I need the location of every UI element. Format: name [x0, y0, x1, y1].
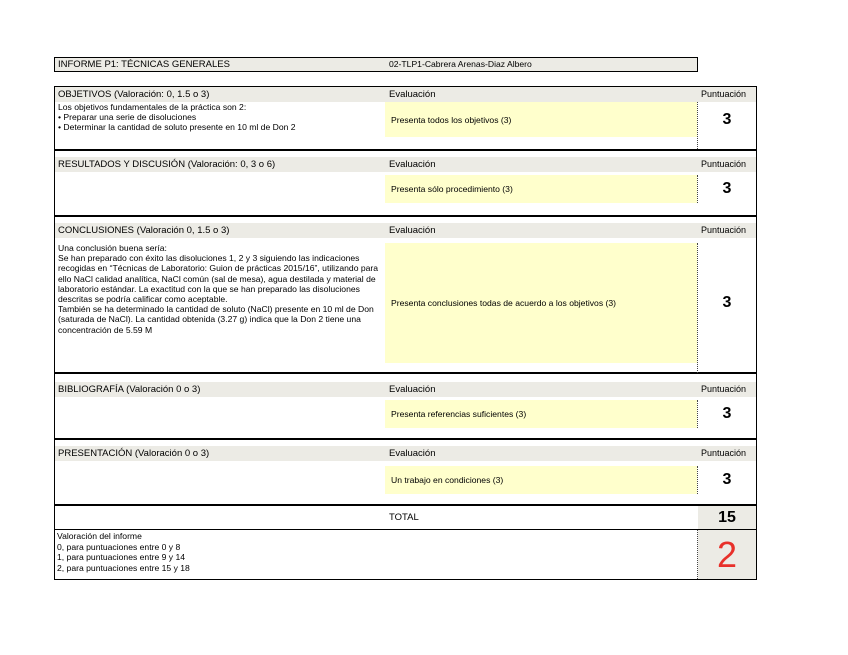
- group-name: 02-TLP1-Cabrera Arenas-Diaz Albero: [389, 59, 532, 69]
- section-header: [55, 157, 756, 172]
- evaluation-header: Evaluación: [389, 225, 436, 236]
- score-value: 3: [722, 294, 732, 311]
- total-value: 15: [698, 506, 756, 529]
- valoracion-value: 2: [698, 530, 756, 579]
- section-presentacion: [54, 439, 757, 505]
- section-body: Los objetivos fundamentales de la práctica son 2: • Preparar una serie de disoluciones • Determinar la cantidad de soluto presente en 10 ml de Don 2: [58, 102, 296, 133]
- section-bibliografia: [54, 373, 757, 439]
- section-header: [55, 446, 756, 461]
- section-header: [55, 87, 756, 102]
- score-value: 3: [722, 405, 732, 422]
- section-resultados: [54, 150, 757, 216]
- total-row: [55, 506, 756, 530]
- score-header: Puntuación: [701, 384, 747, 394]
- section-conclusiones: [54, 216, 757, 373]
- score-value: 3: [722, 471, 732, 488]
- section-header: [55, 223, 756, 238]
- evaluation-cell: Presenta conclusiones todas de acuerdo a los objetivos (3): [385, 243, 697, 363]
- evaluation-header: Evaluación: [389, 89, 436, 100]
- score-value: 3: [722, 110, 732, 128]
- section-title: RESULTADOS Y DISCUSIÓN (Valoración: 0, 3 o 6): [58, 159, 276, 170]
- report-title: INFORME P1: TÉCNICAS GENERALES: [58, 59, 230, 70]
- evaluation-cell: Presenta referencias suficientes (3): [385, 400, 697, 428]
- section-title: OBJETIVOS (Valoración: 0, 1.5 o 3): [58, 89, 210, 100]
- total-label: TOTAL: [389, 512, 419, 523]
- evaluation-cell: Un trabajo en condiciones (3): [385, 466, 697, 494]
- section-body: Una conclusión buena sería: Se han preparado con éxito las disoluciones 1, 2 y 3 siguiendo las indicaciones recogidas en “Técnicas de Laboratorio: Guion de prácticas 2015/16”, utilizando para ello NaCl calidad analítica, NaCl común (sal de mesa), agua destilada y material de laboratorio estándar. La exactitud con la que se han preparado las disoluciones descritas se podría calificar como aceptable. También se ha determinado la cantidad de soluto (NaCl) presente en 10 ml de Don (saturada de NaCl). La cantidad obtenida (3.27 g) indica que la Don 2 tiene una concentración de 5.59 M: [58, 243, 379, 335]
- evaluation-header: Evaluación: [389, 448, 436, 459]
- evaluation-header: Evaluación: [389, 159, 436, 170]
- total-section: [54, 505, 757, 580]
- evaluation-header: Evaluación: [389, 384, 436, 395]
- score-header: Puntuación: [701, 225, 747, 235]
- score-header: Puntuación: [701, 89, 747, 99]
- evaluation-cell: Presenta sólo procedimiento (3): [385, 175, 697, 203]
- section-title: CONCLUSIONES (Valoración 0, 1.5 o 3): [58, 225, 230, 236]
- section-objetivos: [54, 86, 757, 150]
- score-value: 3: [722, 180, 732, 197]
- score-header: Puntuación: [701, 448, 747, 458]
- report-header: [54, 57, 698, 72]
- score-header: Puntuación: [701, 159, 747, 169]
- evaluation-cell: Presenta todos los objetivos (3): [385, 102, 697, 137]
- section-header: [55, 382, 756, 397]
- valoracion-text: Valoración del informe 0, para puntuaciones entre 0 y 8 1, para puntuaciones entre 9 y 14 2, para puntuaciones entre 15 y 18: [57, 531, 190, 573]
- section-title: BIBLIOGRAFÍA (Valoración 0 o 3): [58, 384, 201, 395]
- section-title: PRESENTACIÓN (Valoración 0 o 3): [58, 448, 210, 459]
